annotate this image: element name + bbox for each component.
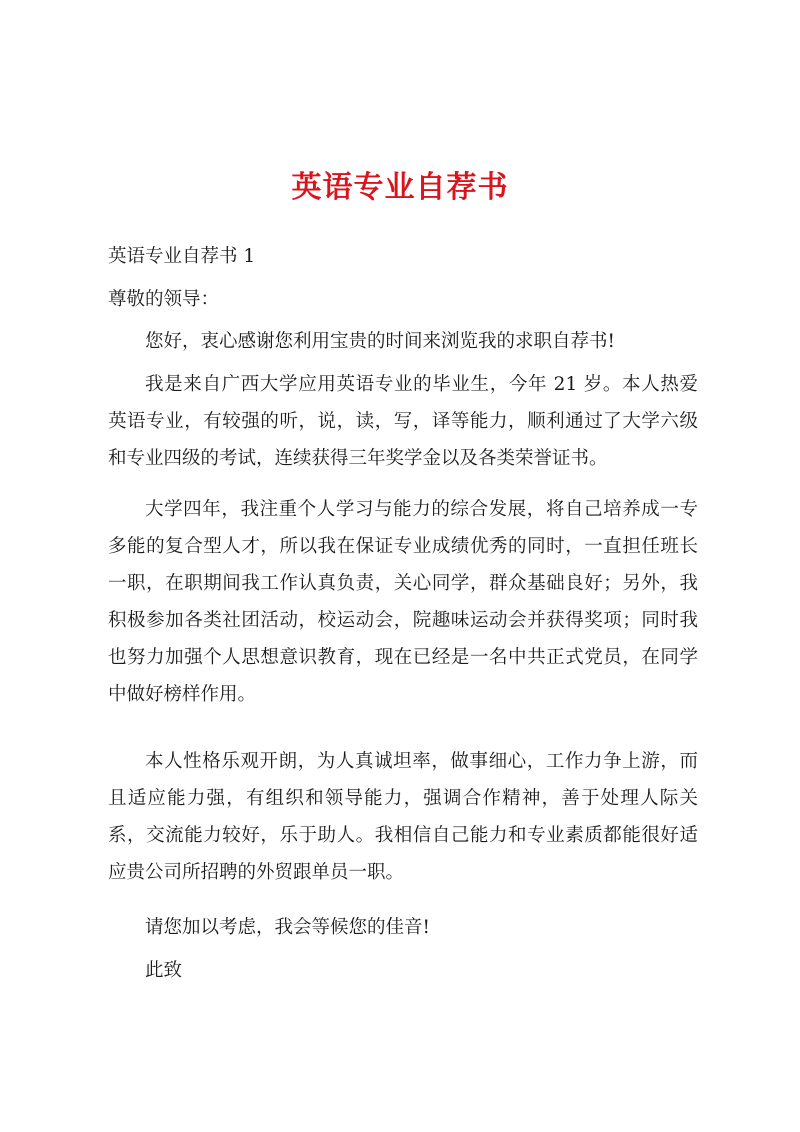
closing-request-paragraph: 请您加以考虑，我会等候您的佳音! (145, 917, 430, 938)
university-experience-paragraph: 大学四年，我注重个人学习与能力的综合发展，将自己培养成一专多能的复合型人才，所以我在保证专业成绩优秀的同时，一直担任班长一职，在职期间我工作认真负责，关心同学，群众基础良好；另外，我积极参加各类社团活动，校运动会，院趣味运动会并获得奖项；同时我也努力加强个人思想意识教育，现在已经是一名中共正式党员，在同学中做好榜样作用。 (108, 499, 698, 705)
salutation: 尊敬的领导： (108, 289, 220, 310)
introduction-paragraph: 我是来自广西大学应用英语专业的毕业生，今年 21 岁。本人热爱英语专业，有较强的听，说，读，写，译等能力，顺利通过了大学六级和专业四级的考试，连续获得三年奖学金以及各类荣誉证书。 (108, 374, 698, 469)
greeting-paragraph: 您好，衷心感谢您利用宝贵的时间来浏览我的求职自荐书! (145, 331, 615, 352)
document-subtitle: 英语专业自荐书 1 (108, 246, 256, 267)
document-title: 英语专业自荐书 (291, 170, 509, 205)
personality-paragraph: 本人性格乐观开朗，为人真诚坦率，做事细心，工作力争上游，而且适应能力强，有组织和领导能力，强调合作精神，善于处理人际关系，交流能力较好，乐于助人。我相信自己能力和专业素质都能很好适应贵公司所招聘的外贸跟单员一职。 (108, 751, 698, 883)
closing-phrase: 此致 (145, 960, 183, 981)
